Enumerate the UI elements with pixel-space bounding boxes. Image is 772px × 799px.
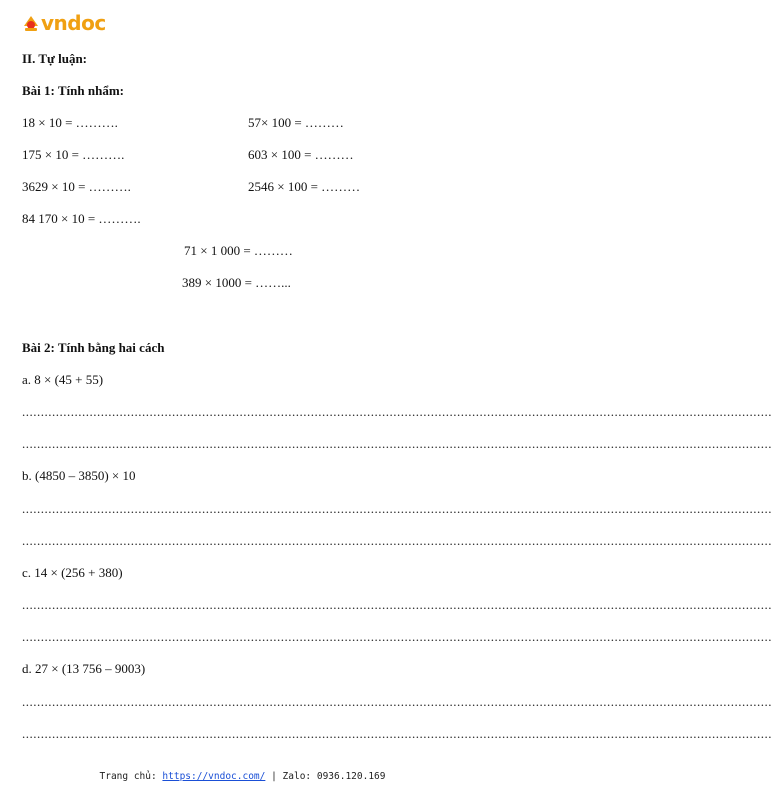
answer-line: ........................................................................................................................................................................................................	[22, 533, 772, 548]
bai1-item: 18 × 10 = ……….	[22, 115, 118, 130]
bai2-part-b: b. (4850 – 3850) × 10	[22, 468, 136, 483]
bai1-item: 2546 × 100 = ………	[248, 179, 361, 194]
answer-line: ........................................................................................................................................................................................................	[22, 694, 772, 709]
vndoc-mascot-icon	[22, 14, 40, 32]
bai2-part-c: c. 14 × (256 + 380)	[22, 565, 123, 580]
bai1-item: 71 × 1 000 = ………	[184, 243, 293, 258]
answer-line: ........................................................................................................................................................................................................	[22, 726, 772, 741]
bai1-item: 603 × 100 = ………	[248, 147, 354, 162]
answer-line: ........................................................................................................................................................................................................	[22, 629, 772, 644]
bai1-item: 3629 × 10 = ……….	[22, 179, 131, 194]
bai1-item: 389 × 1000 = ……...	[182, 275, 291, 290]
footer-contact: | Zalo: 0936.120.169	[265, 771, 386, 782]
bai2-part-a: a. 8 × (45 + 55)	[22, 372, 104, 387]
page-footer	[0, 771, 485, 782]
bai1-item: 84 170 × 10 = ……….	[22, 211, 141, 226]
answer-line: ........................................................................................................................................................................................................	[22, 597, 772, 612]
bai1-title: Bài 1: Tính nhẩm:	[22, 83, 124, 98]
section-title: II. Tự luận:	[22, 51, 88, 66]
vndoc-logo	[22, 12, 106, 34]
bai1-item: 57× 100 = ………	[248, 115, 344, 130]
bai2-title: Bài 2: Tính bằng hai cách	[22, 340, 165, 355]
bai2-part-d: d. 27 × (13 756 – 9003)	[22, 661, 146, 676]
footer-prefix: Trang chủ:	[99, 771, 163, 782]
bai1-item: 175 × 10 = ……….	[22, 147, 125, 162]
footer-home-link[interactable]: https://vndoc.com/	[162, 771, 266, 782]
logo-text: vndoc	[41, 11, 106, 35]
answer-line: ........................................................................................................................................................................................................	[22, 436, 772, 451]
answer-line: ........................................................................................................................................................................................................	[22, 501, 772, 516]
answer-line: ........................................................................................................................................................................................................	[22, 404, 772, 419]
